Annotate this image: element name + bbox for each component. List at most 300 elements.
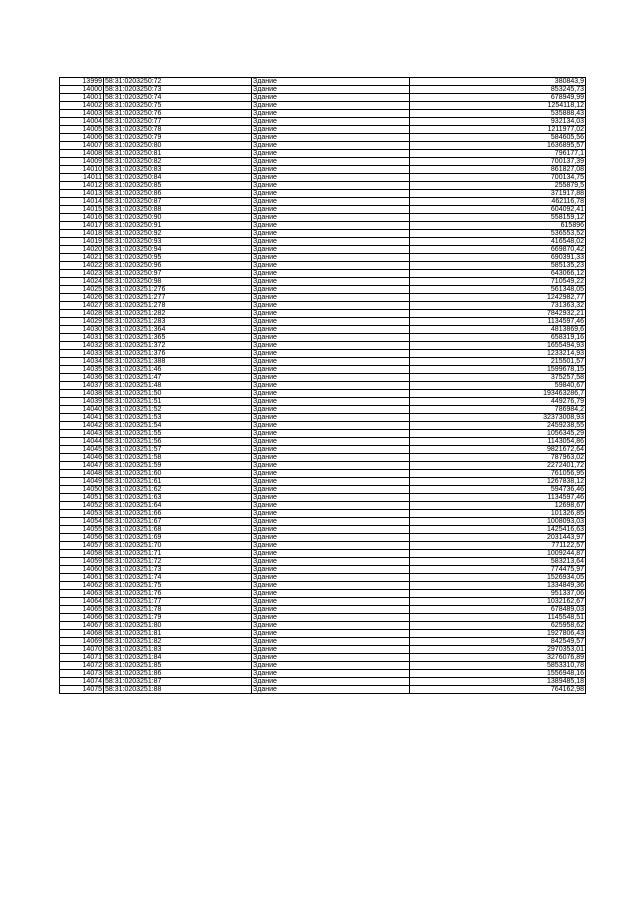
cadastral-number-cell: 58:31:0203251:84 bbox=[104, 654, 252, 662]
table-row bbox=[60, 518, 586, 526]
row-number-cell: 14035 bbox=[60, 366, 104, 374]
cadastral-value-cell: 625958,62 bbox=[410, 622, 586, 630]
table-row bbox=[60, 534, 586, 542]
cadastral-value-cell: 2031443,97 bbox=[410, 534, 586, 542]
cadastral-number-cell: 58:31:0203251:76 bbox=[104, 590, 252, 598]
cadastral-number-cell: 58:31:0203251:74 bbox=[104, 574, 252, 582]
object-type-cell: Здание bbox=[252, 190, 410, 198]
row-number-cell: 14070 bbox=[60, 646, 104, 654]
cadastral-number-cell: 58:31:0203250:90 bbox=[104, 214, 252, 222]
row-number-cell: 14045 bbox=[60, 446, 104, 454]
table-row bbox=[60, 262, 586, 270]
object-type-cell: Здание bbox=[252, 662, 410, 670]
object-type-cell: Здание bbox=[252, 382, 410, 390]
registry-table bbox=[59, 77, 586, 694]
row-number-cell: 14028 bbox=[60, 310, 104, 318]
table-row bbox=[60, 350, 586, 358]
row-number-cell: 14074 bbox=[60, 678, 104, 686]
row-number-cell: 14047 bbox=[60, 462, 104, 470]
object-type-cell: Здание bbox=[252, 310, 410, 318]
cadastral-number-cell: 58:31:0203251:72 bbox=[104, 558, 252, 566]
table-row bbox=[60, 150, 586, 158]
object-type-cell: Здание bbox=[252, 446, 410, 454]
object-type-cell: Здание bbox=[252, 166, 410, 174]
row-number-cell: 14015 bbox=[60, 206, 104, 214]
row-number-cell: 14005 bbox=[60, 126, 104, 134]
object-type-cell: Здание bbox=[252, 518, 410, 526]
object-type-cell: Здание bbox=[252, 358, 410, 366]
table-row bbox=[60, 310, 586, 318]
cadastral-number-cell: 58:31:0203251:53 bbox=[104, 414, 252, 422]
cadastral-number-cell: 58:31:0203251:55 bbox=[104, 430, 252, 438]
table-row bbox=[60, 678, 586, 686]
cadastral-value-cell: 1242982,77 bbox=[410, 294, 586, 302]
cadastral-value-cell: 761056,95 bbox=[410, 470, 586, 478]
object-type-cell: Здание bbox=[252, 198, 410, 206]
cadastral-value-cell: 12698,67 bbox=[410, 502, 586, 510]
object-type-cell: Здание bbox=[252, 334, 410, 342]
object-type-cell: Здание bbox=[252, 230, 410, 238]
row-number-cell: 14040 bbox=[60, 406, 104, 414]
cadastral-value-cell: 1556948,16 bbox=[410, 670, 586, 678]
table-row bbox=[60, 110, 586, 118]
object-type-cell: Здание bbox=[252, 510, 410, 518]
row-number-cell: 14039 bbox=[60, 398, 104, 406]
object-type-cell: Здание bbox=[252, 206, 410, 214]
cadastral-number-cell: 58:31:0203250:77 bbox=[104, 118, 252, 126]
object-type-cell: Здание bbox=[252, 478, 410, 486]
table-row bbox=[60, 158, 586, 166]
cadastral-number-cell: 58:31:0203250:92 bbox=[104, 230, 252, 238]
cadastral-number-cell: 58:31:0203251:50 bbox=[104, 390, 252, 398]
object-type-cell: Здание bbox=[252, 486, 410, 494]
row-number-cell: 14056 bbox=[60, 534, 104, 542]
cadastral-value-cell: 1526934,05 bbox=[410, 574, 586, 582]
cadastral-value-cell: 536553,52 bbox=[410, 230, 586, 238]
object-type-cell: Здание bbox=[252, 670, 410, 678]
row-number-cell: 14008 bbox=[60, 150, 104, 158]
object-type-cell: Здание bbox=[252, 294, 410, 302]
row-number-cell: 14023 bbox=[60, 270, 104, 278]
cadastral-value-cell: 585135,23 bbox=[410, 262, 586, 270]
row-number-cell: 14042 bbox=[60, 422, 104, 430]
cadastral-number-cell: 58:31:0203251:73 bbox=[104, 566, 252, 574]
cadastral-number-cell: 58:31:0203251:47 bbox=[104, 374, 252, 382]
cadastral-number-cell: 58:31:0203250:96 bbox=[104, 262, 252, 270]
cadastral-value-cell: 535888,43 bbox=[410, 110, 586, 118]
cadastral-value-cell: 678949,99 bbox=[410, 94, 586, 102]
cadastral-number-cell: 58:31:0203250:76 bbox=[104, 110, 252, 118]
row-number-cell: 14030 bbox=[60, 326, 104, 334]
cadastral-value-cell: 462116,78 bbox=[410, 198, 586, 206]
object-type-cell: Здание bbox=[252, 430, 410, 438]
table-row bbox=[60, 118, 586, 126]
row-number-cell: 14071 bbox=[60, 654, 104, 662]
row-number-cell: 14065 bbox=[60, 606, 104, 614]
cadastral-number-cell: 58:31:0203251:85 bbox=[104, 662, 252, 670]
table-row bbox=[60, 182, 586, 190]
cadastral-value-cell: 658319,16 bbox=[410, 334, 586, 342]
object-type-cell: Здание bbox=[252, 182, 410, 190]
row-number-cell: 14001 bbox=[60, 94, 104, 102]
row-number-cell: 14002 bbox=[60, 102, 104, 110]
cadastral-value-cell: 7842932,21 bbox=[410, 310, 586, 318]
cadastral-number-cell: 58:31:0203251:54 bbox=[104, 422, 252, 430]
cadastral-value-cell: 1599678,15 bbox=[410, 366, 586, 374]
cadastral-number-cell: 58:31:0203251:58 bbox=[104, 454, 252, 462]
table-row bbox=[60, 238, 586, 246]
cadastral-number-cell: 58:31:0203251:87 bbox=[104, 678, 252, 686]
object-type-cell: Здание bbox=[252, 278, 410, 286]
table-row bbox=[60, 438, 586, 446]
cadastral-value-cell: 771122,57 bbox=[410, 542, 586, 550]
table-row bbox=[60, 630, 586, 638]
object-type-cell: Здание bbox=[252, 582, 410, 590]
cadastral-value-cell: 842549,57 bbox=[410, 638, 586, 646]
cadastral-value-cell: 9821672,64 bbox=[410, 446, 586, 454]
row-number-cell: 14010 bbox=[60, 166, 104, 174]
row-number-cell: 14031 bbox=[60, 334, 104, 342]
row-number-cell: 14050 bbox=[60, 486, 104, 494]
table-row bbox=[60, 486, 586, 494]
object-type-cell: Здание bbox=[252, 494, 410, 502]
cadastral-number-cell: 58:31:0203251:70 bbox=[104, 542, 252, 550]
cadastral-value-cell: 1134597,46 bbox=[410, 494, 586, 502]
row-number-cell: 14062 bbox=[60, 582, 104, 590]
cadastral-value-cell: 774475,97 bbox=[410, 566, 586, 574]
cadastral-value-cell: 380843,9 bbox=[410, 78, 586, 86]
object-type-cell: Здание bbox=[252, 574, 410, 582]
cadastral-value-cell: 700134,75 bbox=[410, 174, 586, 182]
cadastral-value-cell: 1145548,51 bbox=[410, 614, 586, 622]
cadastral-number-cell: 58:31:0203251:56 bbox=[104, 438, 252, 446]
cadastral-value-cell: 375257,58 bbox=[410, 374, 586, 382]
cadastral-number-cell: 58:31:0203251:388 bbox=[104, 358, 252, 366]
cadastral-number-cell: 58:31:0203250:95 bbox=[104, 254, 252, 262]
table-row bbox=[60, 78, 586, 86]
cadastral-number-cell: 58:31:0203251:66 bbox=[104, 510, 252, 518]
row-number-cell: 14006 bbox=[60, 134, 104, 142]
row-number-cell: 14025 bbox=[60, 286, 104, 294]
row-number-cell: 14029 bbox=[60, 318, 104, 326]
row-number-cell: 14019 bbox=[60, 238, 104, 246]
object-type-cell: Здание bbox=[252, 390, 410, 398]
table-row bbox=[60, 318, 586, 326]
cadastral-number-cell: 58:31:0203251:83 bbox=[104, 646, 252, 654]
cadastral-value-cell: 561348,05 bbox=[410, 286, 586, 294]
cadastral-value-cell: 796177,1 bbox=[410, 150, 586, 158]
row-number-cell: 14021 bbox=[60, 254, 104, 262]
object-type-cell: Здание bbox=[252, 118, 410, 126]
table-row bbox=[60, 614, 586, 622]
table-row bbox=[60, 598, 586, 606]
object-type-cell: Здание bbox=[252, 246, 410, 254]
cadastral-value-cell: 1008093,03 bbox=[410, 518, 586, 526]
row-number-cell: 14075 bbox=[60, 686, 104, 694]
row-number-cell: 14053 bbox=[60, 510, 104, 518]
table-row bbox=[60, 390, 586, 398]
table-row bbox=[60, 574, 586, 582]
cadastral-value-cell: 2970353,01 bbox=[410, 646, 586, 654]
object-type-cell: Здание bbox=[252, 398, 410, 406]
cadastral-value-cell: 4813869,6 bbox=[410, 326, 586, 334]
object-type-cell: Здание bbox=[252, 414, 410, 422]
cadastral-number-cell: 58:31:0203250:88 bbox=[104, 206, 252, 214]
row-number-cell: 14027 bbox=[60, 302, 104, 310]
row-number-cell: 14068 bbox=[60, 630, 104, 638]
cadastral-value-cell: 951337,06 bbox=[410, 590, 586, 598]
row-number-cell: 14017 bbox=[60, 222, 104, 230]
object-type-cell: Здание bbox=[252, 470, 410, 478]
object-type-cell: Здание bbox=[252, 342, 410, 350]
object-type-cell: Здание bbox=[252, 654, 410, 662]
row-number-cell: 14007 bbox=[60, 142, 104, 150]
cadastral-value-cell: 861827,08 bbox=[410, 166, 586, 174]
cadastral-number-cell: 58:31:0203250:84 bbox=[104, 174, 252, 182]
cadastral-value-cell: 3276076,89 bbox=[410, 654, 586, 662]
object-type-cell: Здание bbox=[252, 598, 410, 606]
table-row bbox=[60, 294, 586, 302]
row-number-cell: 14033 bbox=[60, 350, 104, 358]
table-row bbox=[60, 230, 586, 238]
table-row bbox=[60, 254, 586, 262]
cadastral-value-cell: 1636895,57 bbox=[410, 142, 586, 150]
cadastral-number-cell: 58:31:0203251:75 bbox=[104, 582, 252, 590]
row-number-cell: 14055 bbox=[60, 526, 104, 534]
row-number-cell: 14020 bbox=[60, 246, 104, 254]
object-type-cell: Здание bbox=[252, 558, 410, 566]
cadastral-number-cell: 58:31:0203251:81 bbox=[104, 630, 252, 638]
cadastral-value-cell: 1334849,36 bbox=[410, 582, 586, 590]
table-row bbox=[60, 558, 586, 566]
cadastral-number-cell: 58:31:0203251:52 bbox=[104, 406, 252, 414]
table-row bbox=[60, 366, 586, 374]
table-row bbox=[60, 278, 586, 286]
object-type-cell: Здание bbox=[252, 142, 410, 150]
cadastral-value-cell: 1389485,18 bbox=[410, 678, 586, 686]
table-row bbox=[60, 206, 586, 214]
cadastral-value-cell: 1254118,12 bbox=[410, 102, 586, 110]
table-row bbox=[60, 358, 586, 366]
object-type-cell: Здание bbox=[252, 374, 410, 382]
table-row bbox=[60, 526, 586, 534]
row-number-cell: 14069 bbox=[60, 638, 104, 646]
table-row bbox=[60, 174, 586, 182]
cadastral-number-cell: 58:31:0203251:282 bbox=[104, 310, 252, 318]
row-number-cell: 14060 bbox=[60, 566, 104, 574]
cadastral-number-cell: 58:31:0203250:98 bbox=[104, 278, 252, 286]
object-type-cell: Здание bbox=[252, 638, 410, 646]
object-type-cell: Здание bbox=[252, 622, 410, 630]
row-number-cell: 14057 bbox=[60, 542, 104, 550]
cadastral-value-cell: 615896 bbox=[410, 222, 586, 230]
table-row bbox=[60, 430, 586, 438]
object-type-cell: Здание bbox=[252, 222, 410, 230]
object-type-cell: Здание bbox=[252, 366, 410, 374]
table-row bbox=[60, 502, 586, 510]
cadastral-value-cell: 1233214,93 bbox=[410, 350, 586, 358]
cadastral-value-cell: 371917,88 bbox=[410, 190, 586, 198]
cadastral-value-cell: 678489,03 bbox=[410, 606, 586, 614]
row-number-cell: 14009 bbox=[60, 158, 104, 166]
cadastral-number-cell: 58:31:0203251:51 bbox=[104, 398, 252, 406]
cadastral-number-cell: 58:31:0203250:82 bbox=[104, 158, 252, 166]
object-type-cell: Здание bbox=[252, 254, 410, 262]
cadastral-value-cell: 32373008,93 bbox=[410, 414, 586, 422]
row-number-cell: 14014 bbox=[60, 198, 104, 206]
cadastral-value-cell: 932134,03 bbox=[410, 118, 586, 126]
cadastral-number-cell: 58:31:0203250:93 bbox=[104, 238, 252, 246]
cadastral-value-cell: 583213,64 bbox=[410, 558, 586, 566]
table-row bbox=[60, 662, 586, 670]
cadastral-number-cell: 58:31:0203251:79 bbox=[104, 614, 252, 622]
row-number-cell: 14043 bbox=[60, 430, 104, 438]
cadastral-value-cell: 1134597,46 bbox=[410, 318, 586, 326]
cadastral-value-cell: 1927806,43 bbox=[410, 630, 586, 638]
object-type-cell: Здание bbox=[252, 286, 410, 294]
cadastral-number-cell: 58:31:0203251:63 bbox=[104, 494, 252, 502]
table-row bbox=[60, 494, 586, 502]
row-number-cell: 14024 bbox=[60, 278, 104, 286]
table-row bbox=[60, 462, 586, 470]
row-number-cell: 14046 bbox=[60, 454, 104, 462]
cadastral-value-cell: 1655494,93 bbox=[410, 342, 586, 350]
row-number-cell: 14000 bbox=[60, 86, 104, 94]
table-row bbox=[60, 246, 586, 254]
cadastral-number-cell: 58:31:0203251:78 bbox=[104, 606, 252, 614]
table-row bbox=[60, 190, 586, 198]
object-type-cell: Здание bbox=[252, 238, 410, 246]
cadastral-number-cell: 58:31:0203251:88 bbox=[104, 686, 252, 694]
row-number-cell: 14037 bbox=[60, 382, 104, 390]
cadastral-value-cell: 5853310,78 bbox=[410, 662, 586, 670]
cadastral-number-cell: 58:31:0203251:82 bbox=[104, 638, 252, 646]
cadastral-number-cell: 58:31:0203251:61 bbox=[104, 478, 252, 486]
cadastral-value-cell: 1032162,67 bbox=[410, 598, 586, 606]
object-type-cell: Здание bbox=[252, 646, 410, 654]
cadastral-number-cell: 58:31:0203250:97 bbox=[104, 270, 252, 278]
cadastral-number-cell: 58:31:0203251:62 bbox=[104, 486, 252, 494]
cadastral-number-cell: 58:31:0203250:78 bbox=[104, 126, 252, 134]
cadastral-number-cell: 58:31:0203250:94 bbox=[104, 246, 252, 254]
cadastral-value-cell: 643066,12 bbox=[410, 270, 586, 278]
cadastral-number-cell: 58:31:0203251:68 bbox=[104, 526, 252, 534]
table-row bbox=[60, 134, 586, 142]
cadastral-value-cell: 764162,98 bbox=[410, 686, 586, 694]
cadastral-number-cell: 58:31:0203251:71 bbox=[104, 550, 252, 558]
cadastral-value-cell: 449276,79 bbox=[410, 398, 586, 406]
cadastral-value-cell: 59840,67 bbox=[410, 382, 586, 390]
cadastral-number-cell: 58:31:0203251:80 bbox=[104, 622, 252, 630]
object-type-cell: Здание bbox=[252, 406, 410, 414]
table-row bbox=[60, 126, 586, 134]
cadastral-number-cell: 58:31:0203251:278 bbox=[104, 302, 252, 310]
cadastral-number-cell: 58:31:0203250:79 bbox=[104, 134, 252, 142]
object-type-cell: Здание bbox=[252, 630, 410, 638]
row-number-cell: 14063 bbox=[60, 590, 104, 598]
object-type-cell: Здание bbox=[252, 526, 410, 534]
cadastral-value-cell: 787963,02 bbox=[410, 454, 586, 462]
cadastral-number-cell: 58:31:0203251:46 bbox=[104, 366, 252, 374]
table-row bbox=[60, 686, 586, 694]
cadastral-number-cell: 58:31:0203250:74 bbox=[104, 94, 252, 102]
cadastral-value-cell: 584605,56 bbox=[410, 134, 586, 142]
object-type-cell: Здание bbox=[252, 438, 410, 446]
row-number-cell: 14022 bbox=[60, 262, 104, 270]
table-row bbox=[60, 334, 586, 342]
object-type-cell: Здание bbox=[252, 214, 410, 222]
cadastral-value-cell: 101326,85 bbox=[410, 510, 586, 518]
row-number-cell: 14058 bbox=[60, 550, 104, 558]
cadastral-value-cell: 1211977,02 bbox=[410, 126, 586, 134]
table-row bbox=[60, 582, 586, 590]
row-number-cell: 14048 bbox=[60, 470, 104, 478]
row-number-cell: 14013 bbox=[60, 190, 104, 198]
table-row bbox=[60, 94, 586, 102]
row-number-cell: 14036 bbox=[60, 374, 104, 382]
object-type-cell: Здание bbox=[252, 502, 410, 510]
table-row bbox=[60, 326, 586, 334]
table-row bbox=[60, 646, 586, 654]
cadastral-value-cell: 1143054,86 bbox=[410, 438, 586, 446]
cadastral-value-cell: 731363,32 bbox=[410, 302, 586, 310]
row-number-cell: 14003 bbox=[60, 110, 104, 118]
cadastral-value-cell: 558159,12 bbox=[410, 214, 586, 222]
table-row bbox=[60, 398, 586, 406]
object-type-cell: Здание bbox=[252, 678, 410, 686]
row-number-cell: 13999 bbox=[60, 78, 104, 86]
cadastral-number-cell: 58:31:0203251:60 bbox=[104, 470, 252, 478]
row-number-cell: 14072 bbox=[60, 662, 104, 670]
row-number-cell: 14034 bbox=[60, 358, 104, 366]
table-row bbox=[60, 270, 586, 278]
row-number-cell: 14026 bbox=[60, 294, 104, 302]
object-type-cell: Здание bbox=[252, 350, 410, 358]
object-type-cell: Здание bbox=[252, 326, 410, 334]
cadastral-number-cell: 58:31:0203250:75 bbox=[104, 102, 252, 110]
cadastral-value-cell: 853245,73 bbox=[410, 86, 586, 94]
cadastral-value-cell: 193463286,7 bbox=[410, 390, 586, 398]
table-row bbox=[60, 470, 586, 478]
object-type-cell: Здание bbox=[252, 686, 410, 694]
object-type-cell: Здание bbox=[252, 110, 410, 118]
object-type-cell: Здание bbox=[252, 302, 410, 310]
table-row bbox=[60, 454, 586, 462]
table-row bbox=[60, 566, 586, 574]
row-number-cell: 14052 bbox=[60, 502, 104, 510]
table-row bbox=[60, 342, 586, 350]
cadastral-value-cell: 594736,46 bbox=[410, 486, 586, 494]
object-type-cell: Здание bbox=[252, 422, 410, 430]
cadastral-value-cell: 604092,41 bbox=[410, 206, 586, 214]
object-type-cell: Здание bbox=[252, 542, 410, 550]
cadastral-number-cell: 58:31:0203250:91 bbox=[104, 222, 252, 230]
cadastral-value-cell: 2459238,55 bbox=[410, 422, 586, 430]
table-row bbox=[60, 414, 586, 422]
table-row bbox=[60, 198, 586, 206]
object-type-cell: Здание bbox=[252, 270, 410, 278]
table-row bbox=[60, 638, 586, 646]
table-row bbox=[60, 166, 586, 174]
cadastral-value-cell: 690391,33 bbox=[410, 254, 586, 262]
cadastral-value-cell: 786984,2 bbox=[410, 406, 586, 414]
row-number-cell: 14073 bbox=[60, 670, 104, 678]
table-row bbox=[60, 446, 586, 454]
table-row bbox=[60, 606, 586, 614]
cadastral-number-cell: 58:31:0203251:64 bbox=[104, 502, 252, 510]
cadastral-number-cell: 58:31:0203251:372 bbox=[104, 342, 252, 350]
object-type-cell: Здание bbox=[252, 262, 410, 270]
